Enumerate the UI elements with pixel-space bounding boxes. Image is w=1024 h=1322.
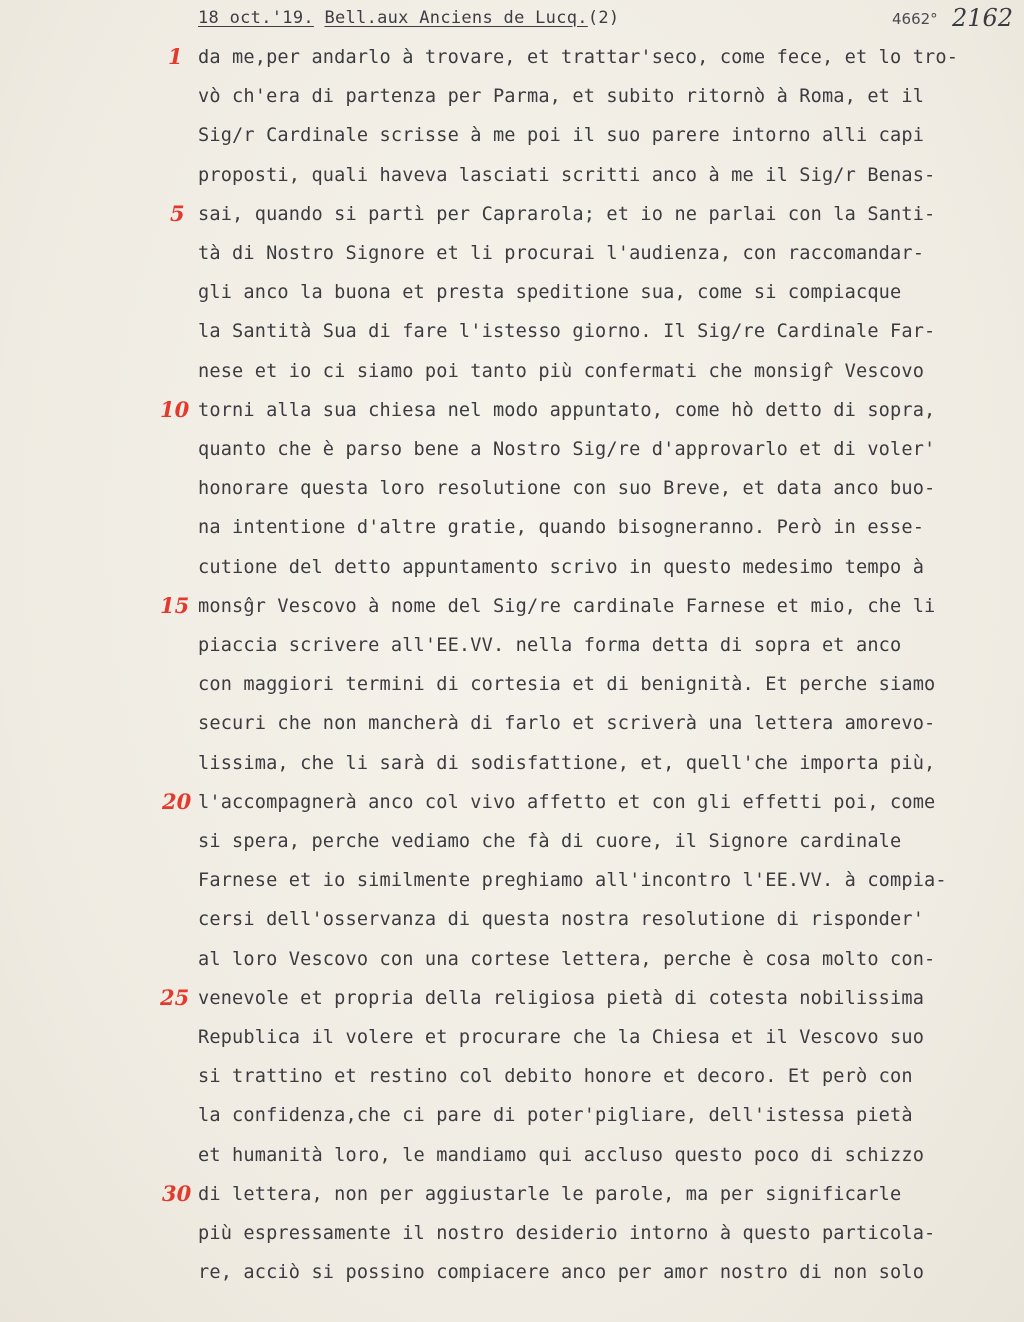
folio-number: 4662° — [892, 10, 938, 28]
text-line: monsĝr Vescovo à nome del Sig/re cardinale Farnese et mio, che li — [198, 595, 936, 617]
text-line: honorare questa loro resolutione con suo Breve, et data anco buo- — [198, 478, 936, 500]
text-line: Farnese et io similmente preghiamo all'incontro l'EE.VV. à compia- — [198, 870, 947, 892]
line-marker: 25 — [160, 984, 190, 1010]
text-line: l'accompagnerà anco col vivo affetto et con gli effetti poi, come — [198, 791, 936, 813]
text-line: di lettera, non per aggiustarle le parole, ma per significarle — [198, 1183, 902, 1205]
text-line: la confidenza,che ci pare di poter'pigliare, dell'istessa pietà — [198, 1105, 913, 1127]
text-line: la Santità Sua di fare l'istesso giorno. Il Sig/re Cardinale Far- — [198, 321, 936, 343]
text-line: si trattino et restino col debito honore et decoro. Et però con — [198, 1066, 913, 1088]
text-line: sai, quando si partì per Caprarola; et io ne parlai con la Santi- — [198, 203, 936, 225]
text-line: nese et io ci siamo poi tanto più confermati che monsigr̂ Vescovo — [198, 360, 925, 382]
text-line: proposti, quali haveva lasciati scritti anco à me il Sig/r Benas- — [198, 164, 936, 186]
line-marker: 5 — [170, 200, 185, 226]
text-line: re, acciò si possino compiacere anco per amor nostro di non solo — [198, 1262, 925, 1284]
page-header — [198, 8, 619, 28]
line-marker: 10 — [160, 396, 190, 422]
header-part: (2) — [587, 8, 620, 28]
text-line: con maggiori termini di cortesia et di benignità. Et perche siamo — [198, 674, 936, 696]
text-line: et humanità loro, le mandiamo qui accluso questo poco di schizzo — [198, 1144, 925, 1166]
line-marker: 20 — [162, 788, 192, 814]
text-line: tà di Nostro Signore et li procurai l'audienza, con raccomandar- — [198, 243, 925, 264]
text-line: na intentione d'altre gratie, quando bisogneranno. Però in esse- — [198, 517, 925, 539]
text-line: da me,per andarlo à trovare, et trattar'seco, come fece, et lo tro- — [198, 47, 959, 68]
line-marker: 30 — [162, 1180, 192, 1206]
text-line: cutione del detto appuntamento scrivo in questo medesimo tempo à — [198, 556, 925, 578]
text-line: vò ch'era di partenza per Parma, et subito ritornò à Roma, et il — [198, 86, 925, 108]
folio-handwritten: 2162 — [952, 4, 1014, 32]
header-title: Bell.aux Anciens de Lucq. — [324, 8, 588, 28]
text-line: Sig/r Cardinale scrisse à me poi il suo parere intorno alli capi — [198, 125, 925, 147]
text-line: più espressamente il nostro desiderio intorno à questo particola- — [198, 1223, 936, 1244]
line-marker: 15 — [160, 592, 190, 618]
text-line: Republica il volere et procurare che la Chiesa et il Vescovo suo — [198, 1027, 925, 1048]
text-line: piaccia scrivere all'EE.VV. nella forma detta di sopra et anco — [198, 635, 902, 656]
text-line: cersi dell'osservanza di questa nostra resolutione di risponder' — [198, 909, 925, 931]
line-marker: 1 — [168, 44, 183, 69]
text-line: al loro Vescovo con una cortese lettera, perche è cosa molto con- — [198, 948, 936, 970]
text-line: lissima, che li sarà di sodisfattione, et, quell'che importa più, — [198, 752, 936, 774]
text-line: venevole et propria della religiosa pietà di cotesta nobilissima — [198, 987, 925, 1009]
text-line: si spera, perche vediamo che fà di cuore, il Signore cardinale — [198, 831, 902, 852]
text-line: securi che non mancherà di farlo et scriverà una lettera amorevo- — [198, 713, 936, 735]
text-line: torni alla sua chiesa nel modo appuntato, come hò detto di sopra, — [198, 399, 936, 421]
header-date: 18 oct.'19. — [198, 8, 314, 28]
text-line: quanto che è parso bene a Nostro Sig/re d'approvarlo et di voler' — [198, 439, 936, 460]
text-line: gli anco la buona et presta speditione sua, come si compiacque — [198, 282, 902, 304]
